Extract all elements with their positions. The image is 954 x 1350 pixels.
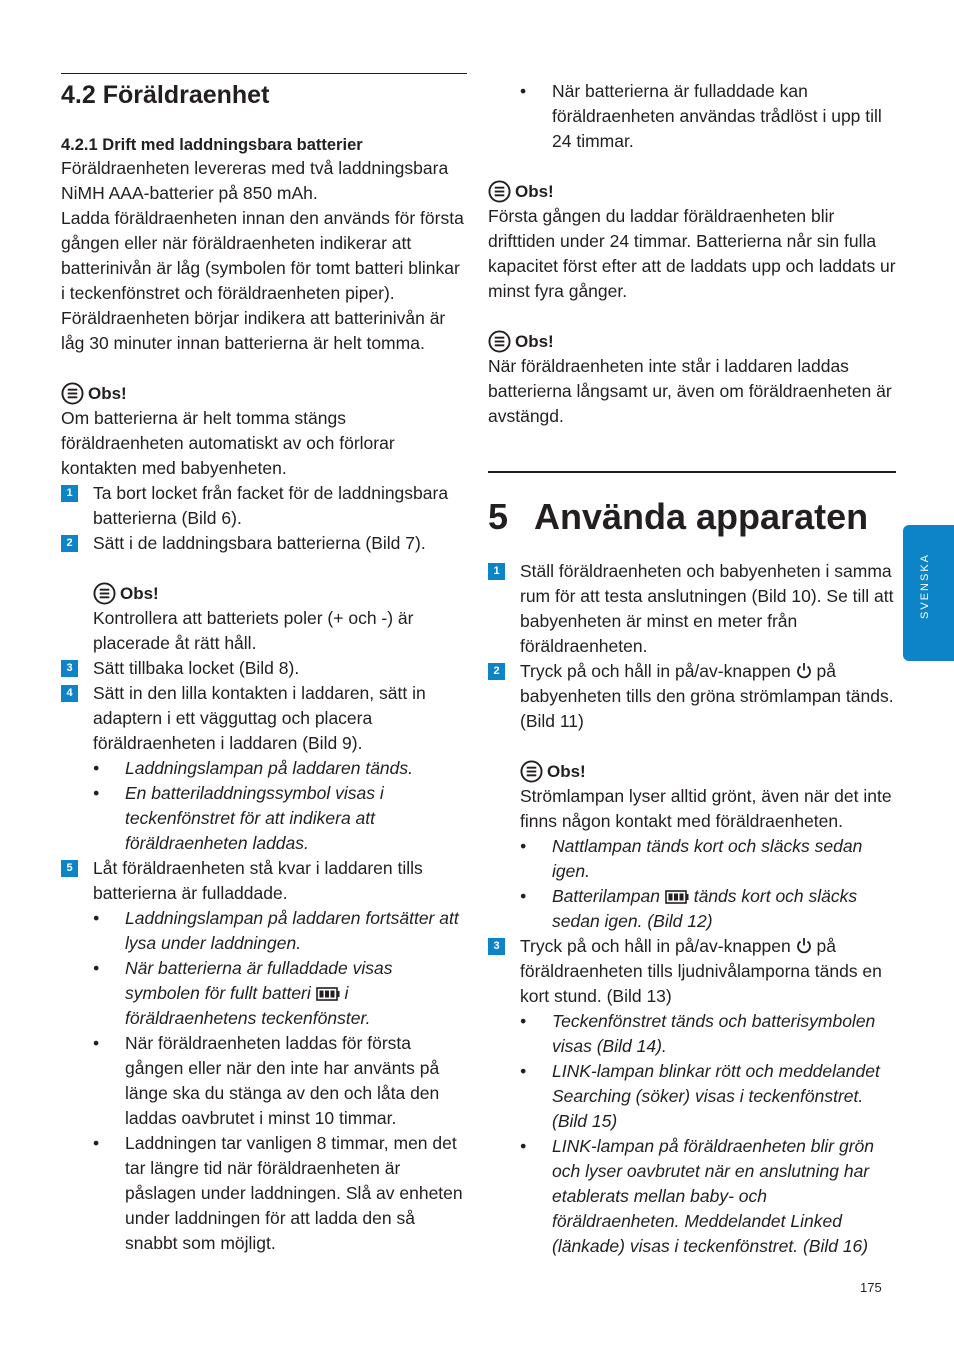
step-text: Ta bort locket från facket för de laddningsbara batterierna (Bild 6). — [93, 483, 449, 528]
note-icon — [61, 382, 84, 405]
step-number-badge: 4 — [61, 685, 78, 702]
step-number-badge: 1 — [61, 485, 78, 502]
battery-icon — [665, 890, 689, 904]
note-label: Obs! — [88, 384, 127, 403]
bullet-item: • LINK-lampan blinkar rött och meddelandet Searching (söker) visas i teckenfönstret. (Bild 15) — [520, 1059, 896, 1134]
step-item: 3 Tryck på och håll in på/av-knappen på föräldraenheten tills ljudnivålamporna tänds en kort stund. (Bild 13) • Teckenfönstret tänds och batterisymbolen visas (Bild 14). • LINK-lampan blinkar rött och meddelandet Searching (söker) visas i teckenfönstret. (Bild 15) • LINK-lampan på föräldraenheten blir grön och lyser oavbrutet när en anslutning har etablerats mellan baby- och föräldraenheten. Meddelandet Linked (länkade) visas i teckenfönstret. (Bild 16) — [488, 934, 896, 1259]
bullet-item: • När batterierna är fulladdade kan föräldraenheten användas trådlöst i upp till 24 timmar. — [520, 79, 896, 154]
step-item — [61, 656, 467, 681]
section-title: 4.2 Föräldraenhet — [61, 81, 270, 109]
note-block — [61, 581, 467, 656]
bullet-item: • Laddningslampan på laddaren fortsätter att lysa under laddningen. — [93, 906, 467, 956]
chapter-rule — [488, 471, 896, 473]
note-icon — [520, 760, 543, 783]
step-number-badge: 2 — [61, 535, 78, 552]
step-text: Sätt i de laddningsbara batterierna (Bild 7). — [93, 533, 426, 553]
power-icon — [796, 937, 812, 954]
page-number: 175 — [860, 1280, 882, 1295]
intro-paragraph-1: Föräldraenheten levereras med två laddningsbara NiMH AAA-batterier på 850 mAh. — [61, 158, 449, 203]
step-item: 2 Tryck på och håll in på/av-knappen på babyenheten tills den gröna strömlampan tänds. (Bild 11) — [488, 659, 896, 734]
bullet-item: • LINK-lampan på föräldraenheten blir grön och lyser oavbrutet när en anslutning har etablerats mellan baby- och föräldraenheten. Meddelandet Linked (länkade) visas i teckenfönstret. (Bild 16) — [520, 1134, 896, 1259]
note-heading — [520, 759, 896, 784]
note-icon — [488, 180, 511, 203]
note-text: Om batterierna är helt tomma stängs föräldraenheten automatiskt av och förlorar kontakten med babyenheten. — [61, 408, 395, 478]
step-text: Sätt in den lilla kontakten i laddaren, sätt in adaptern i ett vägguttag och placera föräldraenheten i laddaren (Bild 9). — [93, 683, 426, 753]
right-column — [488, 79, 896, 1259]
note-label: Obs! — [547, 762, 586, 781]
note-icon — [488, 330, 511, 353]
note-heading — [61, 381, 467, 406]
subsection-title: 4.2.1 Drift med laddningsbara batterier — [61, 136, 363, 154]
bullet-item: • När batterierna är fulladdade visas symbolen för fullt batteri i föräldraenhetens teckenfönster. — [93, 956, 467, 1031]
note-text: Kontrollera att batteriets poler (+ och -) är placerade åt rätt håll. — [93, 608, 414, 653]
left-column — [61, 73, 467, 1256]
step-text: Sätt tillbaka locket (Bild 8). — [93, 658, 300, 678]
note-label: Obs! — [120, 584, 159, 603]
step-number-badge: 1 — [488, 563, 505, 580]
step-text: Ställ föräldraenheten och babyenheten i samma rum för att testa anslutningen (Bild 10). Se till att babyenheten är minst en meter från föräldraenheten. — [520, 561, 894, 656]
bullet-item: • En batteriladdningssymbol visas i teckenfönstret för att indikera att föräldraenheten laddas. — [93, 781, 467, 856]
note-heading — [488, 179, 896, 204]
power-icon — [796, 662, 812, 679]
step-number-badge: 3 — [61, 660, 78, 677]
battery-icon — [316, 987, 340, 1001]
note-label: Obs! — [515, 332, 554, 351]
note-heading — [93, 581, 467, 606]
step-item — [488, 559, 896, 659]
step-number-badge: 3 — [488, 938, 505, 955]
chapter-title: 5 Använda apparaten — [488, 496, 869, 537]
step-number-badge: 5 — [61, 860, 78, 877]
bullet-item: • Laddningslampan på laddaren tänds. — [93, 756, 467, 781]
note-block — [488, 759, 896, 934]
language-side-tab — [903, 525, 954, 661]
note-heading — [488, 329, 896, 354]
note-text: Första gången du laddar föräldraenheten blir drifttiden under 24 timmar. Batterierna når sin fulla kapacitet först efter att de laddats upp och laddats ur minst fyra gånger. — [488, 206, 896, 301]
step-number-badge: 2 — [488, 663, 505, 680]
bullet-item: • När föräldraenheten laddas för första gången eller när den inte har använts på länge ska du stänga av den och låta den laddas oavbrutet i minst 10 timmar. — [93, 1031, 467, 1131]
step-item — [61, 481, 467, 531]
language-label: SVENSKA — [919, 553, 931, 619]
note-text: Strömlampan lyser alltid grönt, även när det inte finns någon kontakt med föräldraenheten. — [520, 786, 892, 831]
section-rule — [61, 73, 467, 74]
bullet-item: • Batterilampan tänds kort och släcks sedan igen. (Bild 12) — [520, 884, 896, 934]
note-label: Obs! — [515, 182, 554, 201]
step-text: Låt föräldraenheten stå kvar i laddaren tills batterierna är fulladdade. — [93, 858, 423, 903]
step-item — [61, 531, 467, 556]
bullet-item: • Laddningen tar vanligen 8 timmar, men det tar längre tid när föräldraenheten är påslagen under laddningen. Slå av enheten under laddningen för att ladda den så snabbt som möjligt. — [93, 1131, 467, 1256]
bullet-item: • Teckenfönstret tänds och batterisymbolen visas (Bild 14). — [520, 1009, 896, 1059]
note-icon — [93, 582, 116, 605]
step-item — [61, 856, 467, 1256]
step-item — [61, 681, 467, 856]
note-text: När föräldraenheten inte står i laddaren laddas batterierna långsamt ur, även om föräldraenheten är avstängd. — [488, 356, 892, 426]
bullet-item: • Nattlampan tänds kort och släcks sedan igen. — [520, 834, 896, 884]
intro-paragraph-2: Ladda föräldraenheten innan den används för första gången eller när föräldraenheten indikerar att batterinivån är låg (symbolen för tomt batteri blinkar i teckenfönstret och föräldraenheten piper). Föräldraenheten börjar indikera att batterinivån är låg 30 minuter innan batterierna är helt tomma. — [61, 208, 464, 353]
